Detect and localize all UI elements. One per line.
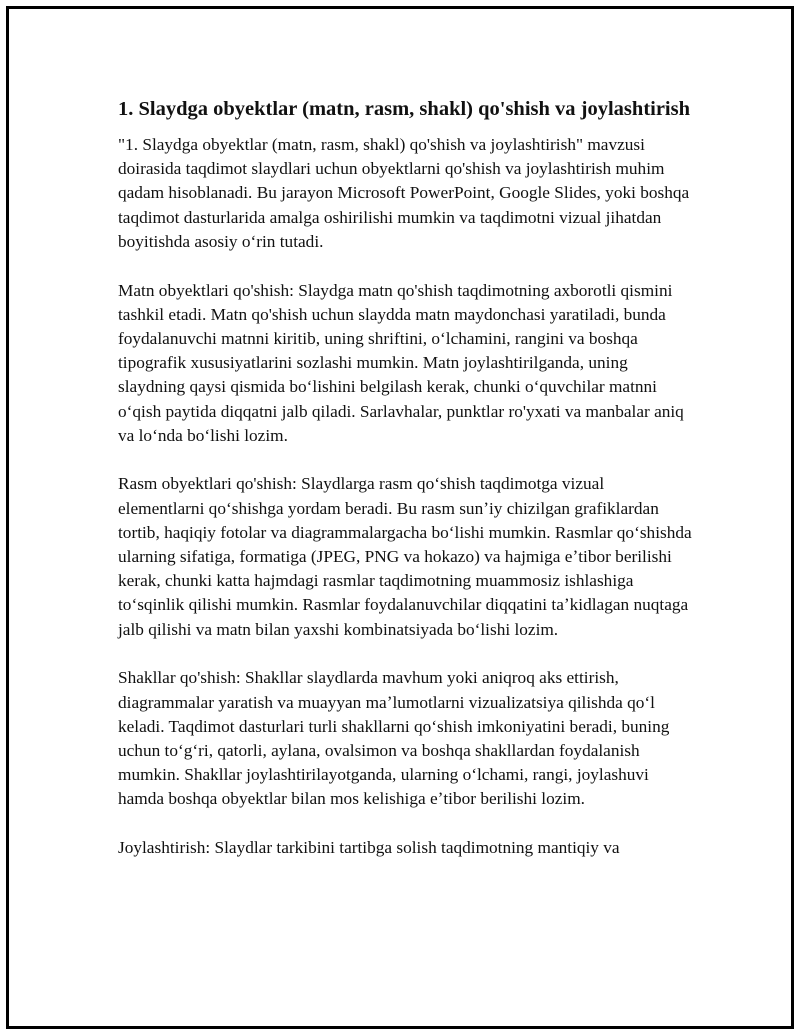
paragraph-image-objects: Rasm obyektlari qo'shish: Slaydlarga rasm qoʻshish taqdimotga vizual elementlarni qoʻshishga yordam beradi. Bu rasm sunʼiy chizilgan grafiklardan tortib, haqiqiy fotolar va diagrammalargacha boʻlishi mumkin. Rasmlar qoʻshishda ularning sifatiga, formatiga (JPEG, PNG va hokazo) va hajmiga eʼtibor berilishi kerak, chunki katta hajmdagi rasmlar taqdimotning muammosiz ishlashiga toʻsqinlik qilishi mumkin. Rasmlar foydalanuvchilar diqqatini taʼkidlagan nuqtaga jalb qilishi va matn bilan yaxshi kombinatsiyada boʻlishi lozim. [118,474,692,639]
paragraph-text-objects: Matn obyektlari qo'shish: Slaydga matn qo'shish taqdimotning axborotli qismini tashkil etadi. Matn qo'shish uchun slaydda matn maydonchasi yaratiladi, bunda foydalanuvchi matnni kiritib, uning shriftini, oʻlchamini, rangini va boshqa tipografik xususiyatlarini sozlashi mumkin. Matn joylashtirilganda, uning slaydning qaysi qismida boʻlishini belgilash kerak, chunki oʻquvchilar matnni oʻqish paytida diqqatni jalb qiladi. Sarlavhalar, punktlar ro'yxati va manbalar aniq va loʻnda boʻlishi lozim. [118,280,684,445]
document-body [118,95,693,885]
paragraph-intro: "1. Slaydga obyektlar (matn, rasm, shakl) qo'shish va joylashtirish" mavzusi doirasida taqdimot slaydlari uchun obyektlarni qo'shish va joylashtirish muhim qadam hisoblanadi. Bu jarayon Microsoft PowerPoint, Google Slides, yoki boshqa taqdimot dasturlarida amalga oshirilishi mumkin va taqdimotni vizual jihatdan boyitishda asosiy oʻrin tutadi. [118,135,690,251]
paragraph-shapes: Shakllar qo'shish: Shakllar slaydlarda mavhum yoki aniqroq aks ettirish, diagrammalar yaratish va muayyan maʼlumotlarni vizualizatsiya qilishda qoʻl keladi. Taqdimot dasturlari turli shakllarni qoʻshish imkoniyatini beradi, buning uchun toʻgʻri, qatorli, aylana, ovalsimon va boshqa shakllardan foydalanish mumkin. Shakllar joylashtirilayotganda, ularning oʻlchami, rangi, joylashuvi hamda boshqa obyektlar bilan mos kelishiga eʼtibor berilishi lozim. [118,668,670,809]
paragraph-placement: Joylashtirish: Slaydlar tarkibini tartibga solish taqdimotning mantiqiy va [118,838,620,858]
section-heading: 1. Slaydga obyektlar (matn, rasm, shakl) qo'shish va joylashtirish [118,98,691,120]
document-page [6,6,794,1029]
